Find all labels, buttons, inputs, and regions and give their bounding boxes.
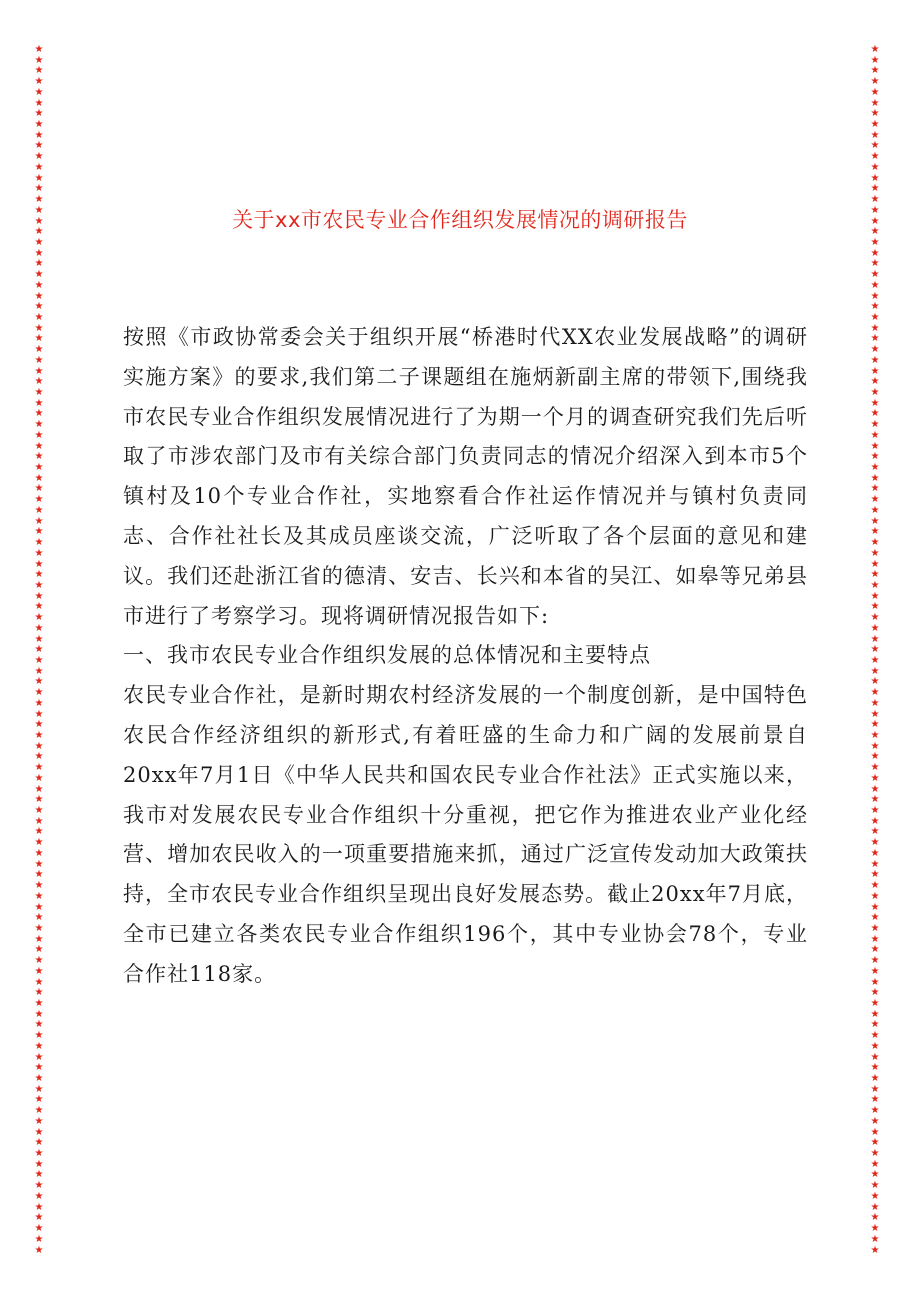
section-heading: 一、我市农民专业合作组织发展的总体情况和主要特点 [123, 643, 651, 668]
section-paragraph: 农民专业合作社，是新时期农村经济发展的一个制度创新，是中国特色农民合作经济组织的新形式,有着旺盛的生命力和广阔的发展前景自20xx年7月1日《中华人民共和国农民专业合作社法》正式实施以来，我市对发展农民专业合作组织十分重视，把它作为推进农业产业化经营、增加农民收入的一项重要措施来抓，通过广泛宣传发动加大政策扶持，全市农民专业合作组织呈现出良好发展态势。截止20xx年7月底，全市已建立各类农民专业合作组织196个，其中专业协会78个，专业合作社118家。 [123, 683, 808, 986]
left-star-border: ★ ★ ★ ★ ★ ★ ★ ★ ★ ★ ★ ★ ★ ★ ★ ★ ★ ★ ★ ★ ★ ★ ★ ★ ★ ★ ★ ★ ★ ★ ★ ★ ★ ★ ★ ★ ★ ★ ★ ★ ★ ★ ★ ★ ★ ★ ★ ★ ★ ★ ★ ★ ★ ★ ★ ★ ★ ★ ★ ★ ★ ★ ★ ★ ★ ★ ★ ★ ★ ★ ★ ★ ★ ★ ★ ★ ★ ★ ★ ★ ★ ★ ★ ★ ★ ★ ★ ★ ★ ★ ★ ★ ★ ★ ★ ★ ★ ★ ★ ★ ★ ★ ★ ★ ★ ★ ★ ★ ★ ★ ★ ★ ★ [34, 45, 44, 1256]
intro-paragraph: 按照《市政协常委会关于组织开展“桥港时代XX农业发展战略”的调研实施方案》的要求,我们第二子课题组在施炳新副主席的带领下,围绕我市农民专业合作组织发展情况进行了为期一个月的调查研究我们先后听取了市涉农部门及市有关综合部门负责同志的情况介绍深入到本市5个镇村及10个专业合作社，实地察看合作社运作情况并与镇村负责同志、合作社社长及其成员座谈交流，广泛听取了各个层面的意见和建议。我们还赴浙江省的德清、安吉、长兴和本省的吴江、如皋等兄弟县市进行了考察学习。现将调研情况报告如下: [123, 325, 808, 628]
document-body [123, 318, 808, 995]
right-star-border: ★ ★ ★ ★ ★ ★ ★ ★ ★ ★ ★ ★ ★ ★ ★ ★ ★ ★ ★ ★ ★ ★ ★ ★ ★ ★ ★ ★ ★ ★ ★ ★ ★ ★ ★ ★ ★ ★ ★ ★ ★ ★ ★ ★ ★ ★ ★ ★ ★ ★ ★ ★ ★ ★ ★ ★ ★ ★ ★ ★ ★ ★ ★ ★ ★ ★ ★ ★ ★ ★ ★ ★ ★ ★ ★ ★ ★ ★ ★ ★ ★ ★ ★ ★ ★ ★ ★ ★ ★ ★ ★ ★ ★ ★ ★ ★ ★ ★ ★ ★ ★ ★ ★ ★ ★ ★ ★ ★ ★ ★ ★ ★ ★ [870, 45, 880, 1256]
document-title: 关于xx市农民专业合作组织发展情况的调研报告 [232, 208, 688, 232]
